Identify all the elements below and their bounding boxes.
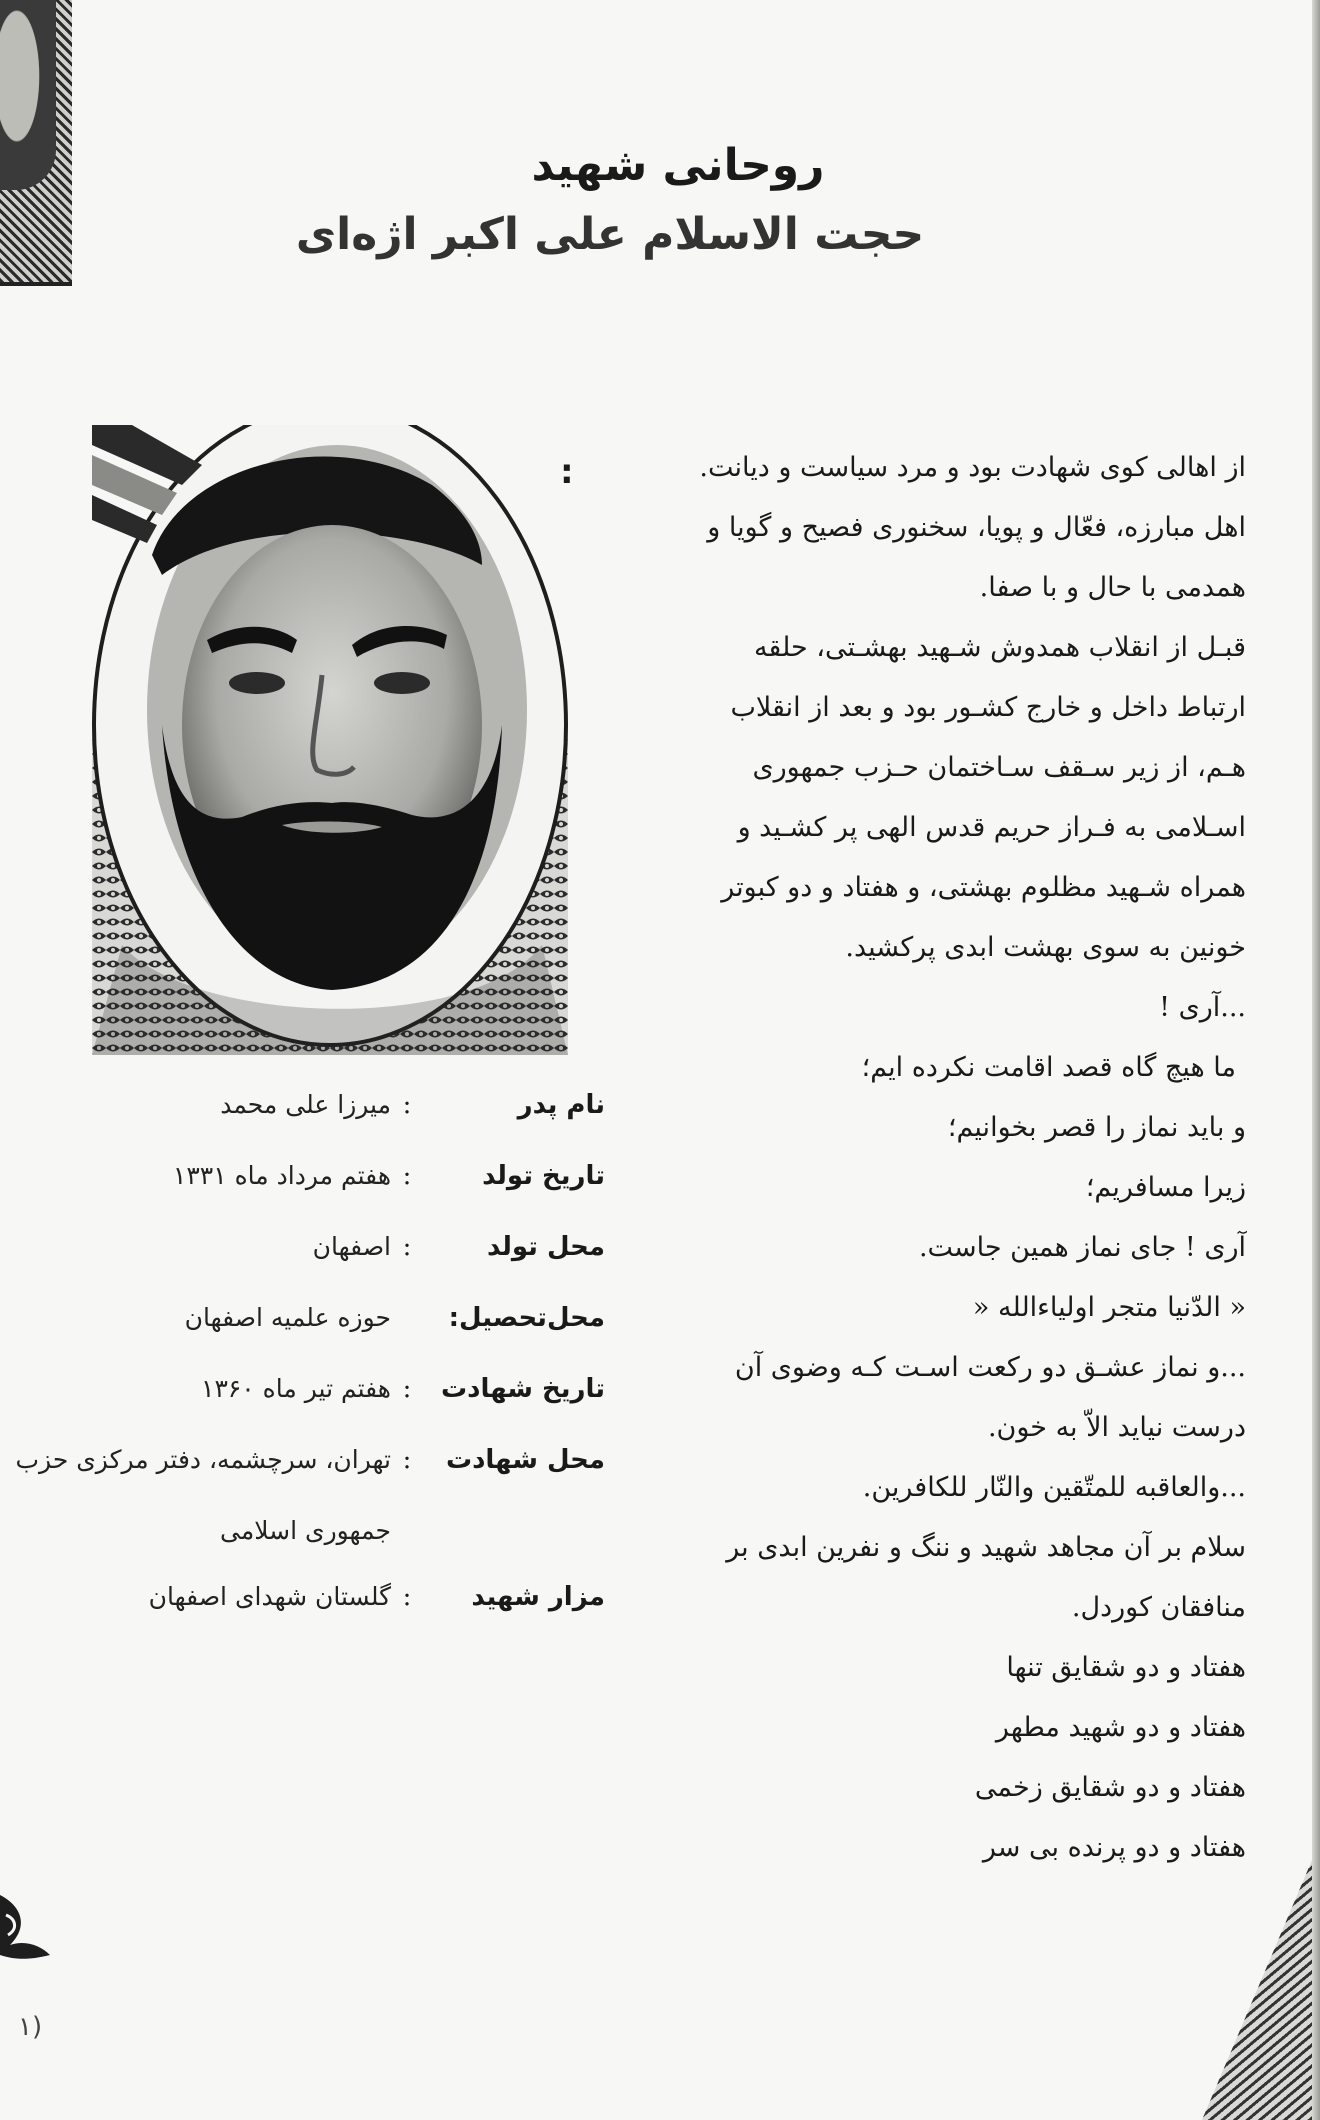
biography-line: اسـلامی به فـراز حریم قدس الهی پر کشـید و: [737, 812, 1246, 843]
info-value: جمهوری اسلامی: [220, 1516, 391, 1545]
info-row-grave: [90, 1582, 605, 1653]
info-row-martyrdom-date: [90, 1374, 605, 1445]
poem-line: هفتاد و دو پرنده بی سر: [982, 1832, 1246, 1863]
biography-line: آری ! جای نماز همین جاست.: [918, 1232, 1246, 1263]
info-separator: :: [402, 1445, 412, 1475]
info-label: نام پدر: [517, 1090, 605, 1120]
info-label: محل‌تحصیل:: [448, 1303, 605, 1333]
info-row-birth-place: [90, 1232, 605, 1303]
biography-line: سلام بر آن مجاهد شهید و ننگ و نفرین ابدی بر: [726, 1532, 1246, 1563]
ornament-fragment: [0, 1885, 54, 1965]
info-separator: :: [402, 1232, 412, 1262]
info-value: هفتم تیر ماه ۱۳۶۰: [201, 1374, 391, 1403]
info-separator: :: [402, 1161, 412, 1191]
page-edge: [1312, 0, 1320, 2120]
biography-line: ارتباط داخل و خارج کشـور بود و بعد از انقلاب: [730, 692, 1246, 723]
biography-line: ...والعاقبه للمتّقین والنّار للکافرین.: [862, 1472, 1246, 1503]
biography-line: از اهالی کوی شهادت بود و مرد سیاست و دیانت.: [699, 452, 1246, 483]
biography-line: ...و نماز عشـق دو رکعت اسـت کـه وضوی آن: [734, 1352, 1246, 1383]
info-row-father-name: [90, 1090, 605, 1161]
poem-line: هفتاد و دو شقایق تنها: [1006, 1652, 1246, 1683]
page-number: ۱): [18, 2012, 43, 2042]
biography-line: هـم، از زیر سـقف سـاختمان حـزب جمهوری: [752, 752, 1246, 783]
page-heading: [0, 140, 1320, 260]
colon-mark: :: [560, 452, 574, 492]
biography-line: اهل مبارزه، فعّال و پویا، سخنوری فصیح و گویا و: [707, 512, 1246, 543]
profile-info: [15, 1090, 605, 1653]
info-label: محل تولد: [487, 1232, 605, 1262]
info-value: میرزا علی محمد: [220, 1090, 391, 1119]
info-value: گلستان شهدای اصفهان: [148, 1582, 391, 1611]
biography-line: منافقان کوردل.: [1071, 1592, 1246, 1623]
info-row-martyrdom-place-continued: [90, 1516, 605, 1582]
page-title: روحانی شهید: [531, 140, 825, 191]
biography-line: زیرا مسافریم؛: [1085, 1172, 1246, 1203]
info-separator: :: [402, 1374, 412, 1404]
biography-line: ما هیچ گاه قصد اقامت نکرده ایم؛: [861, 1052, 1236, 1083]
info-label: مزار شهید: [471, 1582, 605, 1612]
info-value: اصفهان: [312, 1232, 391, 1261]
page-subtitle: حجت الاسلام علی اکبر اژه‌ای: [295, 209, 925, 260]
info-row-education-place: [90, 1303, 605, 1374]
info-label: تاریخ تولد: [482, 1161, 605, 1191]
biography-line: درست نیاید الاّ به خون.: [987, 1412, 1246, 1443]
biography-line: « الدّنیا متجر اولیاءالله «: [972, 1292, 1246, 1323]
info-value: حوزه علمیه اصفهان: [184, 1303, 391, 1332]
biography-line: ...آری !: [1159, 992, 1246, 1023]
biography-line: و باید نماز را قصر بخوانیم؛: [947, 1112, 1246, 1143]
biography-line: همراه شـهید مظلوم بهشتی، و هفتاد و دو کبوتر: [721, 872, 1246, 903]
biography-line: قبـل از انقلاب همدوش شـهید بهشـتی، حلقه: [753, 632, 1246, 663]
info-label: محل شهادت: [445, 1445, 605, 1475]
corner-ornament-fragment: [1202, 1860, 1312, 2120]
info-value: هفتم مرداد ماه ۱۳۳۱: [172, 1161, 391, 1190]
poem-line: هفتاد و دو شهید مطهر: [995, 1712, 1246, 1743]
poem-line: هفتاد و دو شقایق زخمی: [974, 1772, 1246, 1803]
info-value: تهران، سرچشمه، دفتر مرکزی حزب: [15, 1445, 391, 1474]
martyr-portrait: [92, 425, 568, 1055]
info-row-birth-date: [90, 1161, 605, 1232]
info-separator: :: [402, 1582, 412, 1612]
biography-text: [650, 438, 1246, 1878]
biography-line: همدمی با حال و با صفا.: [979, 572, 1246, 603]
biography-line: خونین به سوی بهشت ابدی پرکشید.: [845, 932, 1246, 963]
info-row-martyrdom-place: [15, 1445, 605, 1516]
info-label: تاریخ شهادت: [440, 1374, 605, 1404]
info-separator: :: [402, 1090, 412, 1120]
